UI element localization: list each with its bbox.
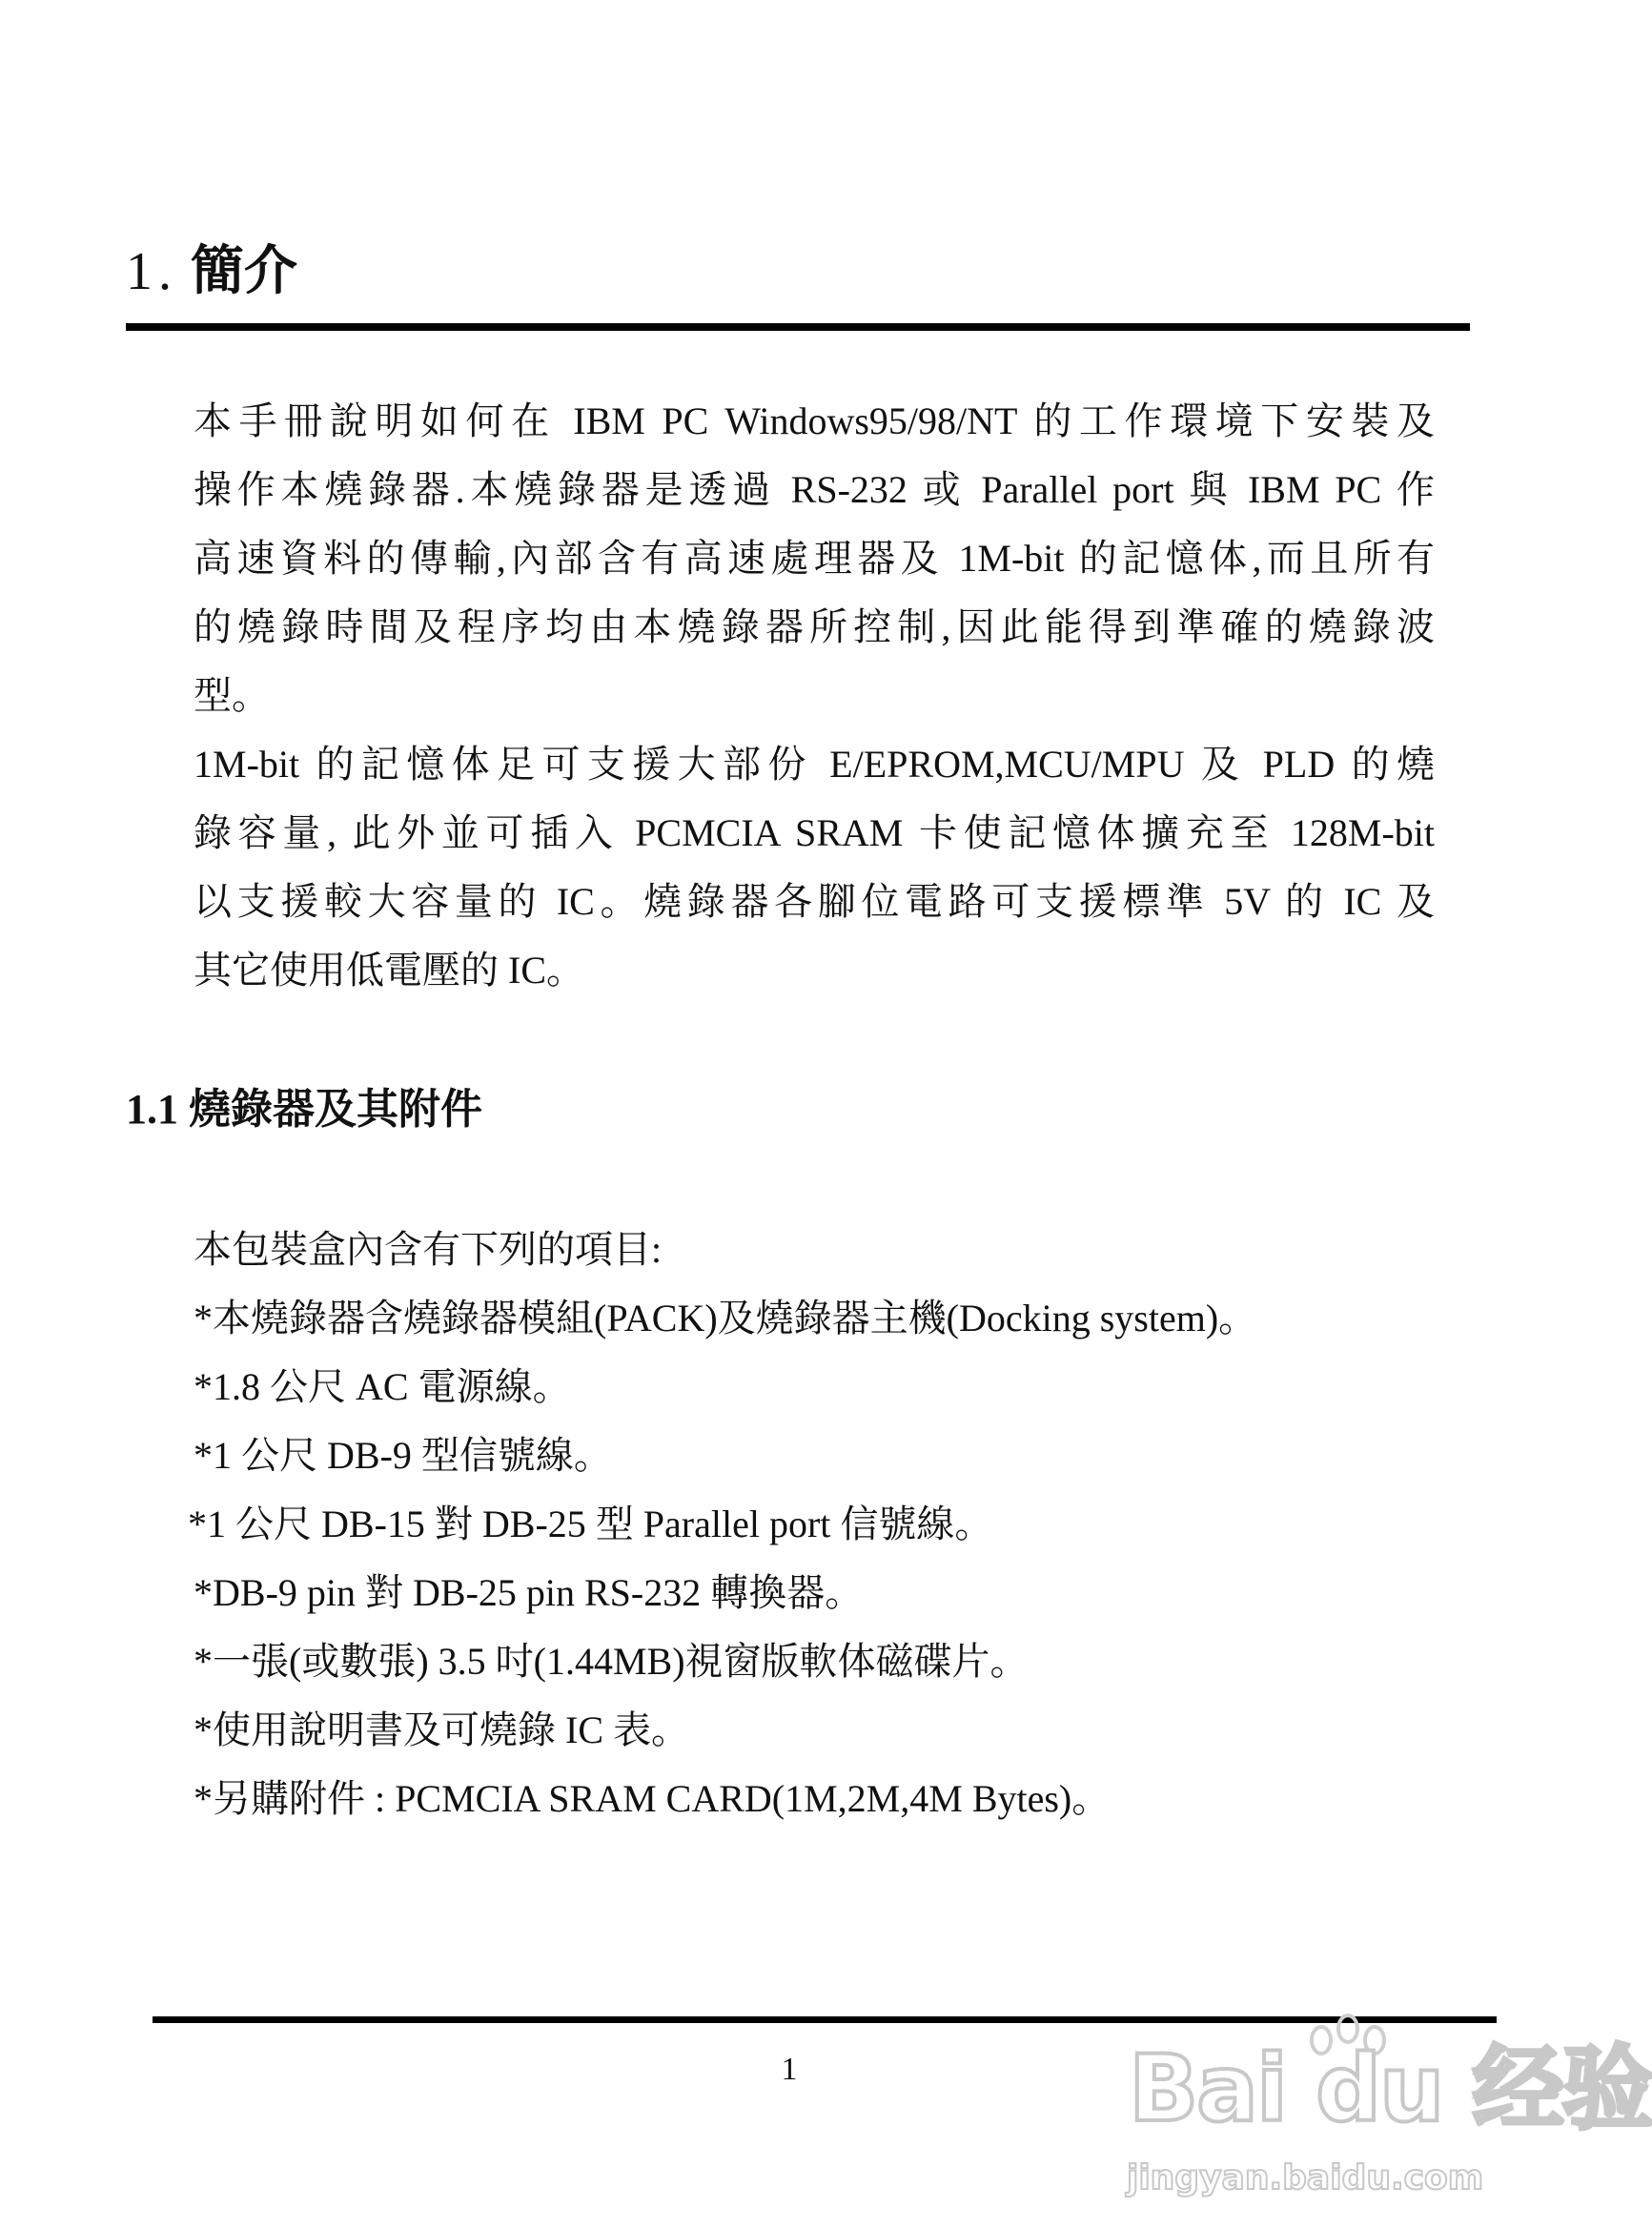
list-item: *1.8 公尺 AC 電源線。 xyxy=(194,1365,571,1408)
intro-line: 型。 xyxy=(194,674,270,717)
page-number: 1 xyxy=(781,2052,798,2087)
list-item: *DB-9 pin 對 DB-25 pin RS-232 轉換器。 xyxy=(194,1571,864,1614)
header-rule xyxy=(126,323,1470,331)
chapter-title: 簡介 xyxy=(191,240,297,302)
intro-line: 本手冊說明如何在 IBM PC Windows95/98/NT 的工作環境下安裝及 xyxy=(194,399,1435,442)
page-title xyxy=(126,238,297,305)
list-item: *1 公尺 DB-9 型信號線。 xyxy=(194,1434,612,1477)
chapter-number: 1. xyxy=(126,242,177,301)
section-heading: 1.1 燒錄器及其附件 xyxy=(126,1086,482,1133)
list-item: *一張(或數張) 3.5 吋(1.44MB)視窗版軟体磁碟片。 xyxy=(194,1640,1029,1683)
intro-paragraphs xyxy=(194,387,1435,1005)
watermark-url: jingyan.baidu.com xyxy=(1127,2158,1484,2198)
intro-line: 高速資料的傳輸,內部含有高速處理器及 1M-bit 的記憶体,而且所有 xyxy=(194,537,1435,580)
intro-line: 操作本燒錄器.本燒錄器是透過 RS-232 或 Parallel port 與 IBM PC 作 xyxy=(194,468,1435,511)
list-item: *1 公尺 DB-15 對 DB-25 型 Parallel port 信號線。 xyxy=(188,1503,993,1545)
intro-line: 錄容量, 此外並可插入 PCMCIA SRAM 卡使記憶体擴充至 128M-bit xyxy=(194,811,1435,854)
package-contents-list xyxy=(188,1216,1257,1833)
baidu-watermark xyxy=(1115,2002,1652,2212)
list-item: *本燒錄器含燒錄器模組(PACK)及燒錄器主機(Docking system)。 xyxy=(194,1297,1257,1339)
intro-line: 以支援較大容量的 IC。燒錄器各腳位電路可支援標準 5V 的 IC 及 xyxy=(194,880,1435,923)
intro-line: 的燒錄時間及程序均由本燒錄器所控制,因此能得到準確的燒錄波 xyxy=(194,605,1435,648)
intro-line: 其它使用低電壓的 IC。 xyxy=(194,949,584,992)
list-item: *使用說明書及可燒錄 IC 表。 xyxy=(194,1708,689,1751)
intro-line: 1M-bit 的記憶体足可支援大部份 E/EPROM,MCU/MPU 及 PLD 的燒 xyxy=(194,743,1435,786)
package-intro: 本包裝盒內含有下列的項目: xyxy=(194,1228,663,1271)
watermark-logo-text: Bai du 经验 xyxy=(1129,2035,1652,2142)
list-item: *另購附件 : PCMCIA SRAM CARD(1M,2M,4M Bytes)。 xyxy=(194,1777,1111,1820)
